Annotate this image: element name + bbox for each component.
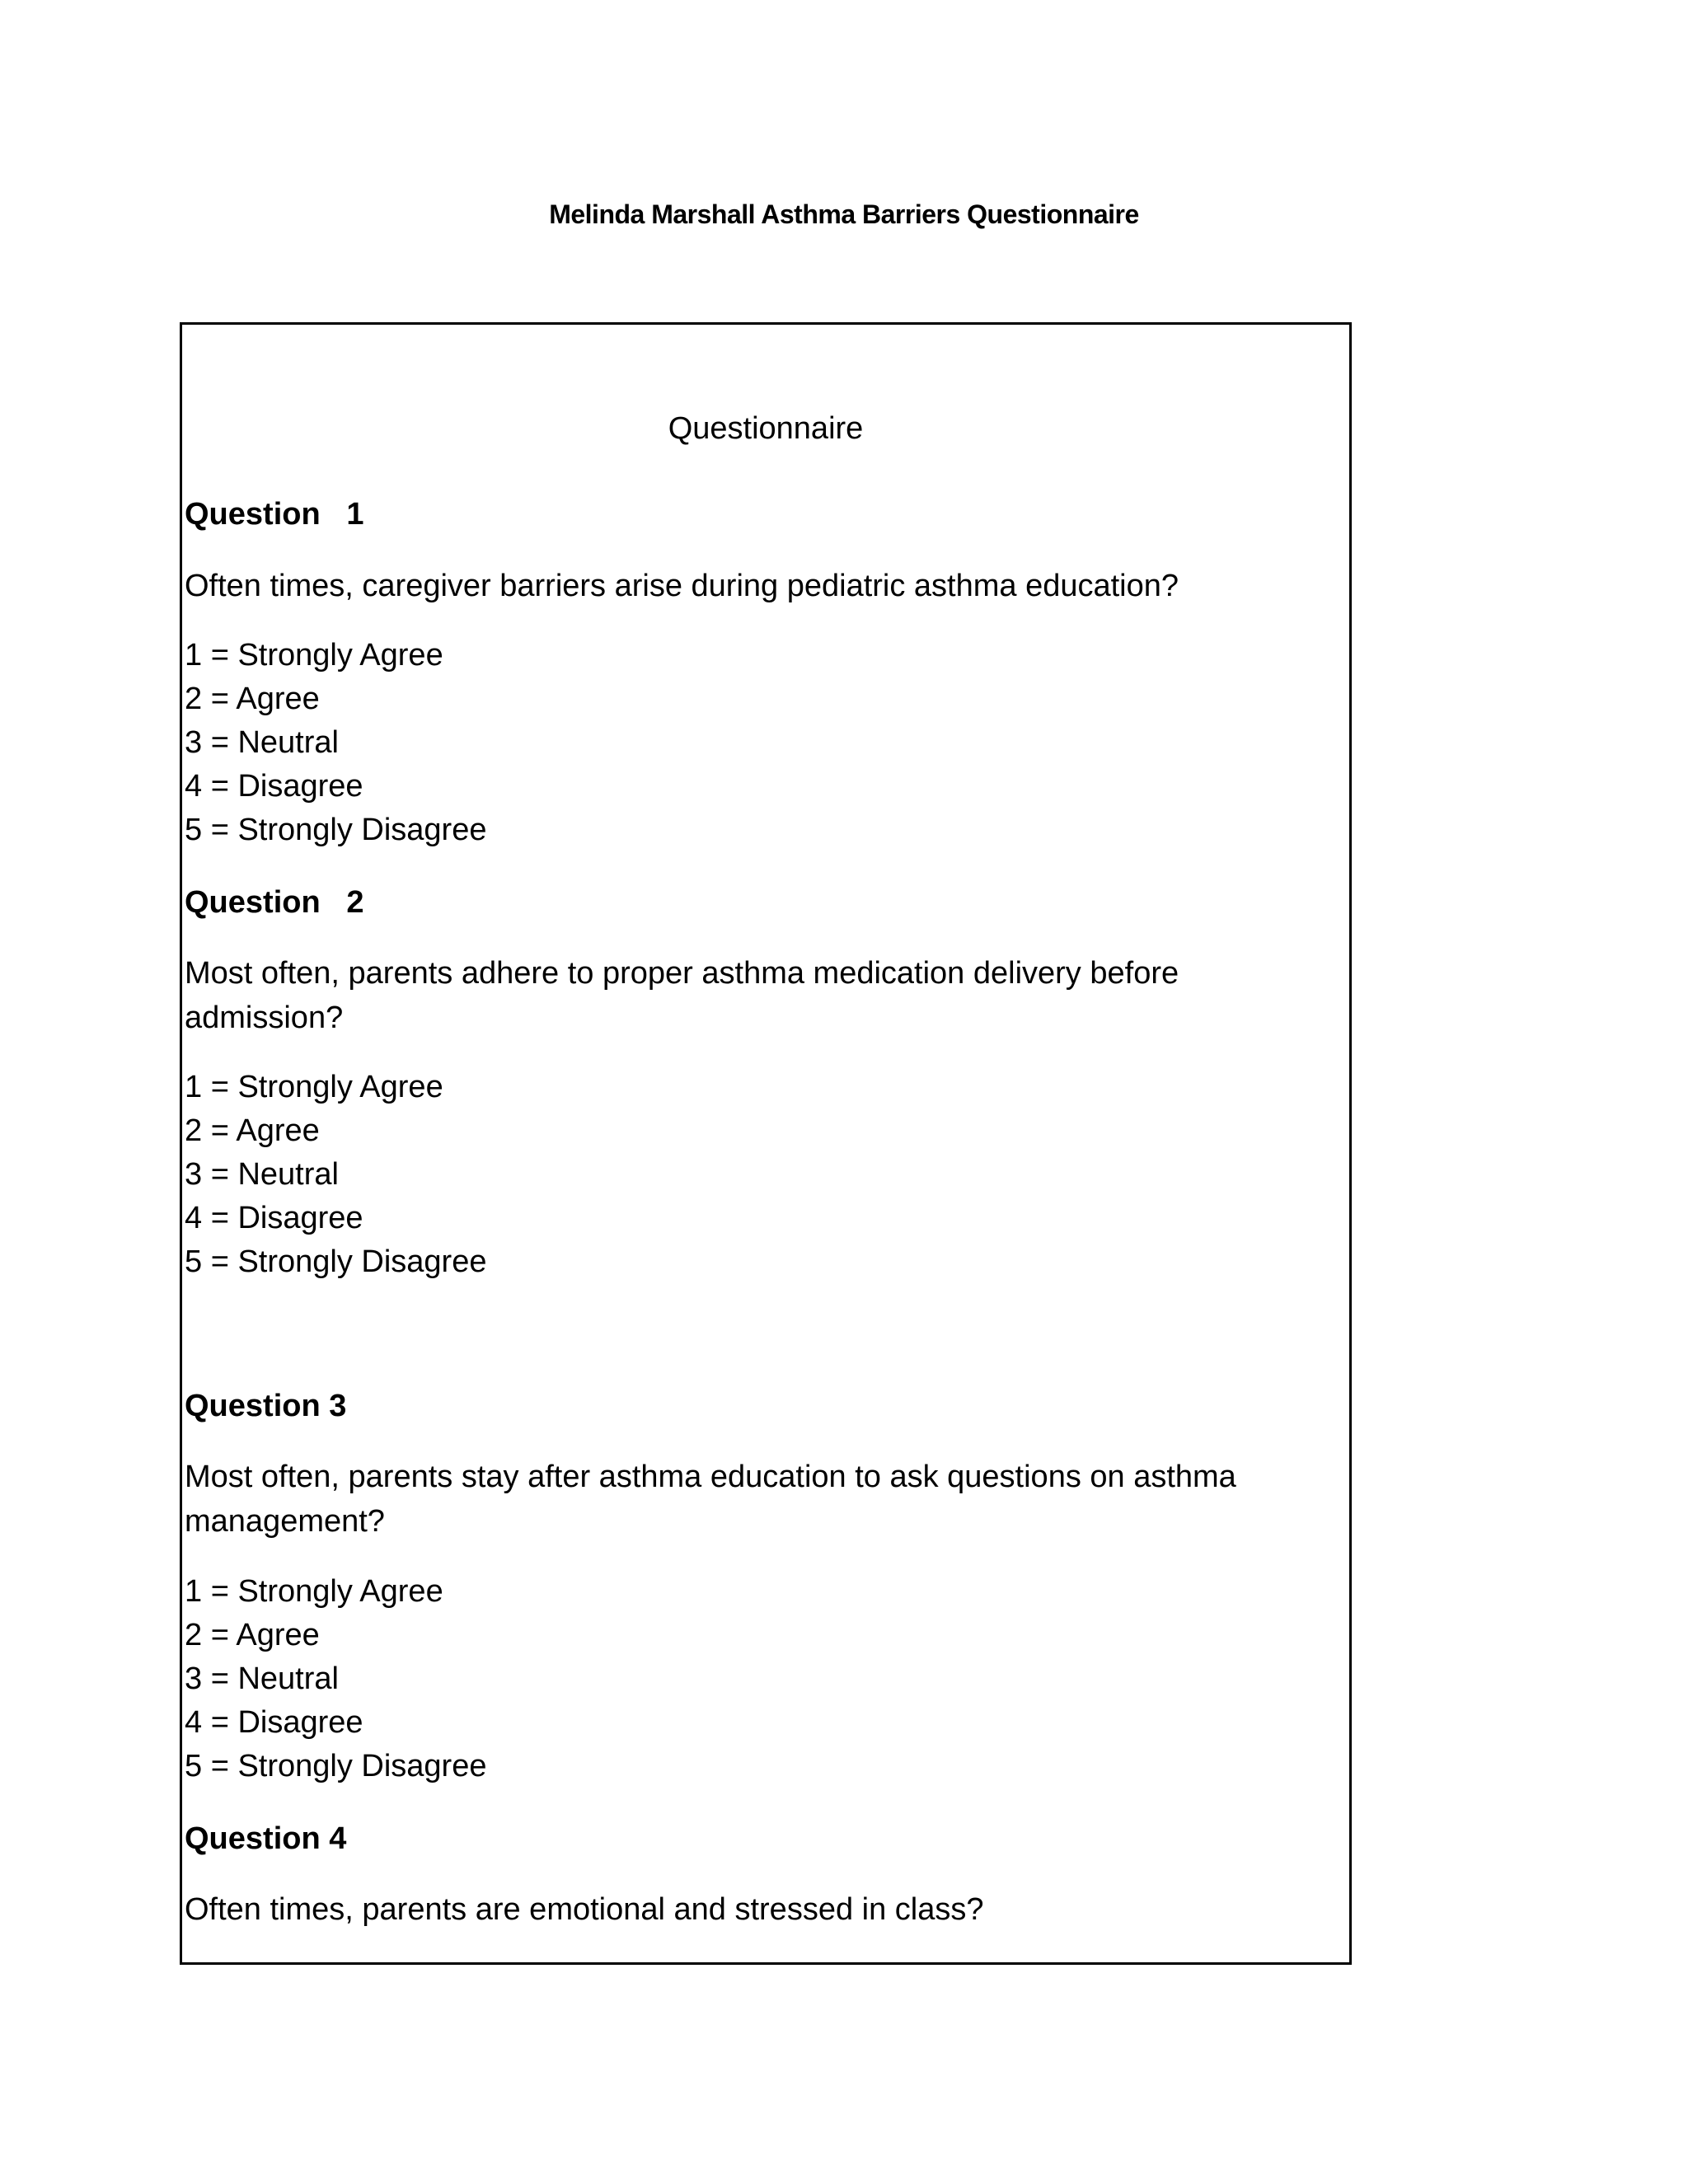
question-2-option-5: 5 = Strongly Disagree <box>185 1244 487 1279</box>
question-1-option-4: 4 = Disagree <box>185 769 363 804</box>
question-2-option-1: 1 = Strongly Agree <box>185 1070 443 1104</box>
question-2-text: Most often, parents adhere to proper asthma medication delivery before admission? <box>185 956 1179 1035</box>
question-4-label: Question 4 <box>185 1821 347 1856</box>
question-1-text: Often times, caregiver barriers arise during pediatric asthma education? <box>185 569 1179 603</box>
question-1-option-5: 5 = Strongly Disagree <box>185 813 487 847</box>
question-3-label: Question 3 <box>185 1389 347 1423</box>
question-3-option-2: 2 = Agree <box>185 1618 320 1652</box>
question-3-option-3: 3 = Neutral <box>185 1661 339 1696</box>
question-2-option-4: 4 = Disagree <box>185 1201 363 1235</box>
questionnaire-heading: Questionnaire <box>668 411 864 446</box>
question-3-option-1: 1 = Strongly Agree <box>185 1574 443 1609</box>
questionnaire-box <box>180 322 1352 1965</box>
question-2-option-2: 2 = Agree <box>185 1113 320 1148</box>
question-2-options <box>185 1066 486 1284</box>
question-4-text: Often times, parents are emotional and stressed in class? <box>185 1892 984 1927</box>
question-2-option-3: 3 = Neutral <box>185 1157 339 1192</box>
question-1-option-1: 1 = Strongly Agree <box>185 638 443 673</box>
question-1-option-2: 2 = Agree <box>185 682 320 716</box>
question-2-label: Question 2 <box>185 885 364 920</box>
question-1-option-3: 3 = Neutral <box>185 725 339 760</box>
question-3-option-4: 4 = Disagree <box>185 1705 363 1740</box>
question-3-options <box>185 1570 486 1788</box>
question-1-label: Question 1 <box>185 497 364 532</box>
question-3-text: Most often, parents stay after asthma education to ask questions on asthma management? <box>185 1460 1236 1539</box>
document-title: Melinda Marshall Asthma Barriers Questionnaire <box>549 199 1139 229</box>
question-3-option-5: 5 = Strongly Disagree <box>185 1749 487 1783</box>
question-1-options <box>185 634 486 852</box>
